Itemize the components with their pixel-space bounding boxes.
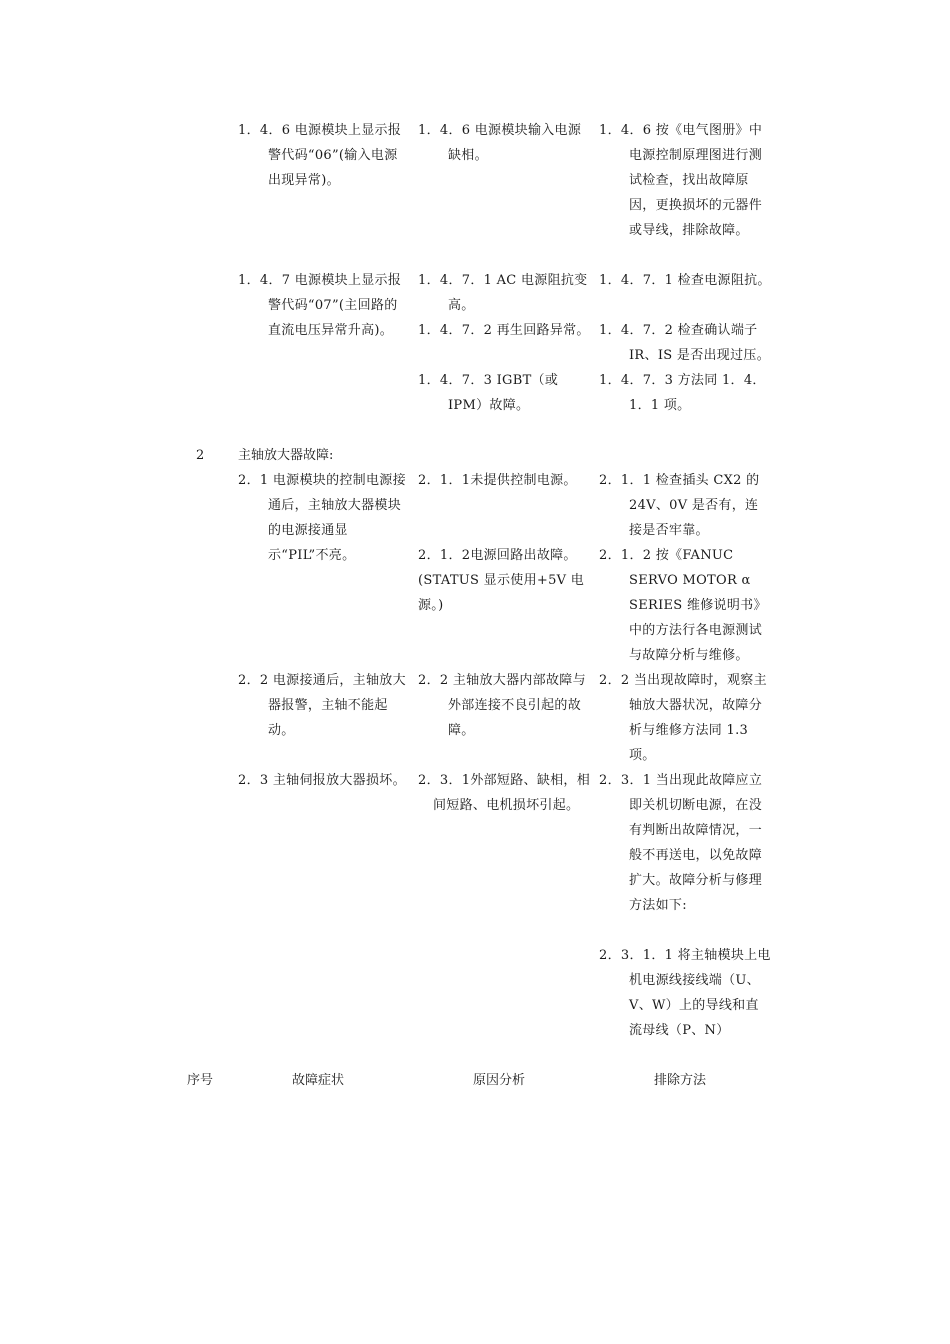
symptom-2-2: 2．2 电源接通后，主轴放大器报警，主轴不能起动。	[238, 673, 406, 738]
cause-2-3-1: 2．3．1外部短路、缺相，相间短路、电机损坏引起。	[418, 773, 591, 813]
symptom-2-1: 2．1 电源模块的控制电源接通后，主轴放大器模块的电源接通显示“PIL”不亮。	[238, 473, 406, 563]
section-number: 2	[196, 448, 205, 463]
cause-2-2: 2．2 主轴放大器内部故障与外部连接不良引起的故障。	[418, 673, 586, 738]
remedy-1-4-7-1: 1．4．7．1 检查电源阻抗。	[599, 273, 771, 288]
cause-2-1-2: 2．1．2电源回路出故障。(STATUS 显示使用+5V 电源。)	[418, 548, 585, 613]
symptom-2-3: 2．3 主轴伺报放大器损坏。	[238, 773, 406, 788]
cause-1-4-7-1: 1．4．7．1 AC 电源阻抗变高。	[418, 273, 588, 313]
remedy-1-4-7-3: 1．4．7．3 方法同 1．4．1．1 项。	[599, 373, 766, 413]
remedy-2-1-1: 2．1．1 检查插头 CX2 的 24V、0V 是否有，连接是否牢靠。	[599, 473, 760, 538]
header-cause: 原因分析	[473, 1073, 526, 1088]
cause-2-1-1: 2．1．1未提供控制电源。	[418, 473, 577, 488]
header-remedy: 排除方法	[654, 1073, 707, 1088]
remedy-2-2: 2．2 当出现故障时，观察主轴放大器状况，故障分析与维修方法同 1.3 项。	[599, 673, 767, 763]
remedy-1-4-7-2: 1．4．7．2 检查确认端子 IR、IS 是否出现过压。	[599, 323, 770, 363]
remedy-2-3-1: 2．3．1 当出现此故障应立即关机切断电源，在没有判断出故障情况，一般不再送电，以免故障扩大。故障分析与修理方法如下:	[599, 773, 763, 913]
cause-1-4-6: 1．4．6 电源模块输入电源缺相。	[418, 123, 582, 163]
section-title: 主轴放大器故障:	[238, 448, 334, 463]
cause-1-4-7-3: 1．4．7．3 IGBT（或 IPM）故障。	[418, 373, 559, 413]
remedy-2-3-1-1: 2．3．1．1 将主轴模块上电机电源线接线端（U、V、W）上的导线和直流母线（P、N）	[599, 948, 771, 1038]
cause-1-4-7-2: 1．4．7．2 再生回路异常。	[418, 323, 590, 338]
header-no: 序号	[187, 1073, 214, 1088]
symptom-1-4-6: 1．4．6 电源模块上显示报警代码“06”(输入电源出现异常)。	[238, 123, 402, 188]
header-symptom: 故障症状	[292, 1073, 345, 1088]
remedy-1-4-6: 1．4．6 按《电气图册》中电源控制原理图进行测试检查，找出故障原因，更换损坏的元器件或导线，排除故障。	[599, 123, 763, 238]
symptom-1-4-7: 1．4．7 电源模块上显示报警代码“07”(主回路的直流电压异常升高)。	[238, 273, 402, 338]
remedy-2-1-2: 2．1．2 按《FANUC SERVO MOTOR α SERIES 维修说明书》中的方法行各电源测试与故障分析与维修。	[599, 548, 767, 663]
